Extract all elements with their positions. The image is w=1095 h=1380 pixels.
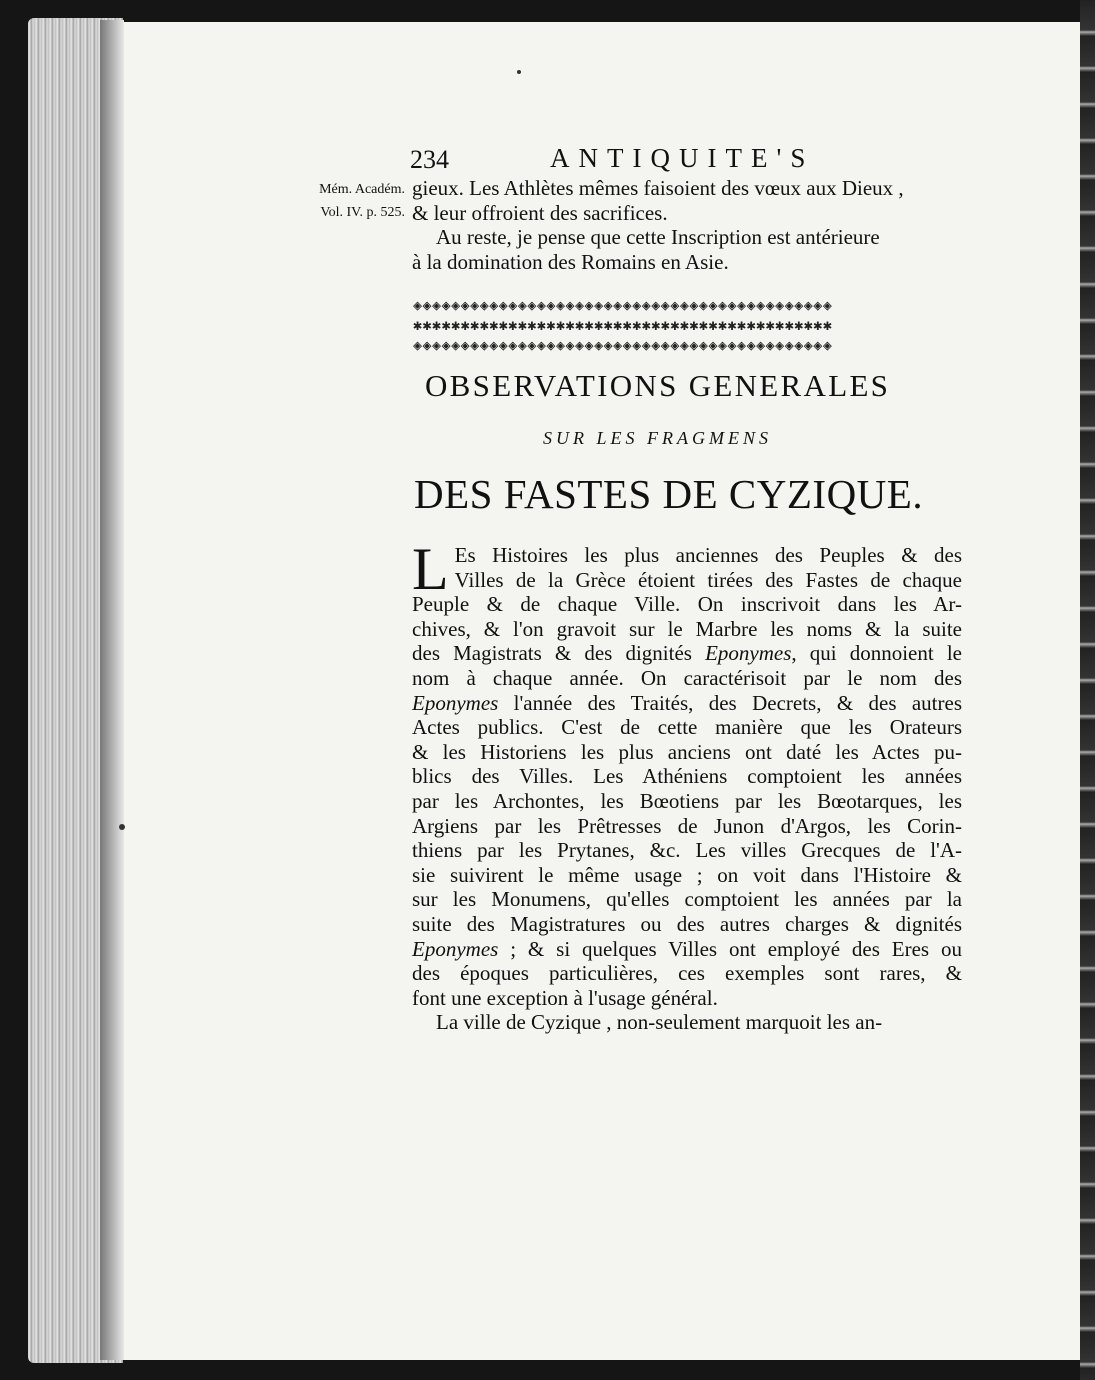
spine-shadow [100, 20, 124, 1360]
ornamental-divider [413, 295, 965, 355]
text-line: Es Histoires les plus anciennes des Peuples & des [454, 543, 962, 567]
text-block-top [412, 176, 962, 274]
text-line: & les Historiens les plus anciens ont daté les Actes pu- [412, 739, 962, 764]
ornament-row: ◈◈◈◈◈◈◈◈◈◈◈◈◈◈◈◈◈◈◈◈◈◈◈◈◈◈◈◈◈◈◈◈◈◈◈◈◈◈◈◈◈◈◈◈ [413, 336, 833, 354]
text-line: font une exception à l'usage général. [412, 985, 718, 1010]
text-line: à la domination des Romains en Asie. [412, 249, 729, 274]
section-heading: OBSERVATIONS GENERALES [425, 368, 891, 403]
text-run-italic: Eponymes [412, 936, 499, 961]
text-line: suite des Magistratures ou des autres charges & dignités [412, 911, 962, 936]
text-line: chives, & l'on gravoit sur le Marbre les noms & la suite [412, 616, 962, 641]
ornament-row: ✱✱✱✱✱✱✱✱✱✱✱✱✱✱✱✱✱✱✱✱✱✱✱✱✱✱✱✱✱✱✱✱✱✱✱✱✱✱✱✱✱✱✱✱ [413, 316, 833, 334]
text-line: gieux. Les Athlètes mêmes faisoient des vœux aux Dieux , [412, 176, 904, 200]
text-run: , qui donnoient le [791, 641, 962, 666]
speck [517, 70, 521, 74]
ornament-row: ◈◈◈◈◈◈◈◈◈◈◈◈◈◈◈◈◈◈◈◈◈◈◈◈◈◈◈◈◈◈◈◈◈◈◈◈◈◈◈◈◈◈◈◈ [413, 296, 833, 314]
section-subheading: SUR LES FRAGMENS [543, 428, 772, 448]
text-run: l'année des Traités, des Decrets, & des autres [498, 690, 962, 715]
text-line: Villes de la Grèce étoient tirées des Fastes de chaque [454, 567, 962, 592]
margin-note-line: Vol. IV. p. 525. [320, 205, 405, 220]
text-line: Actes publics. C'est de cette manière que les Orateurs [412, 715, 962, 740]
text-line [412, 691, 962, 716]
text-run-italic: Eponymes [705, 641, 792, 666]
margin-note [285, 178, 405, 224]
text-line: thiens par les Prytanes, &c. Les villes Grecques de l'A- [412, 838, 962, 863]
margin-note-line: Mém. Académ. [319, 182, 405, 197]
text-line [412, 937, 962, 962]
text-line: blics des Villes. Les Athéniens comptoient les années [412, 764, 962, 789]
text-line: La ville de Cyzique , non-seulement marquoit les an- [436, 1010, 883, 1035]
text-line: Argiens par les Prêtresses de Junon d'Argos, les Corin- [412, 813, 962, 838]
scanner-edge-strip [1080, 0, 1095, 1380]
text-line: nom à chaque année. On caractérisoit par le nom des [412, 665, 962, 690]
page-number: 234 [410, 145, 449, 174]
section-title: DES FASTES DE CYZIQUE. [414, 471, 924, 517]
text-run: ; & si quelques Villes ont employé des Eres ou [498, 936, 962, 961]
speck [119, 824, 125, 830]
running-title: ANTIQUITE'S [550, 143, 815, 173]
text-run: des Magistrats & des dignités [412, 641, 706, 666]
text-line: des époques particulières, ces exemples sont rares, & [412, 961, 962, 986]
text-line: & leur offroient des sacrifices. [412, 200, 668, 225]
text-line: Peuple & de chaque Ville. On inscrivoit dans les Ar- [412, 592, 962, 617]
body-text [412, 536, 962, 1035]
text-line: sie suivirent le même usage ; on voit dans l'Histoire & [412, 862, 962, 887]
text-run-italic: Eponymes [412, 690, 499, 715]
text-line: sur les Monumens, qu'elles comptoient les années par la [412, 887, 962, 912]
drop-cap: L [412, 536, 449, 602]
text-line [412, 641, 962, 666]
text-line: Au reste, je pense que cette Inscription est antérieure [436, 225, 880, 250]
text-line: par les Archontes, les Bœotiens par les Bœotarques, les [412, 788, 962, 813]
